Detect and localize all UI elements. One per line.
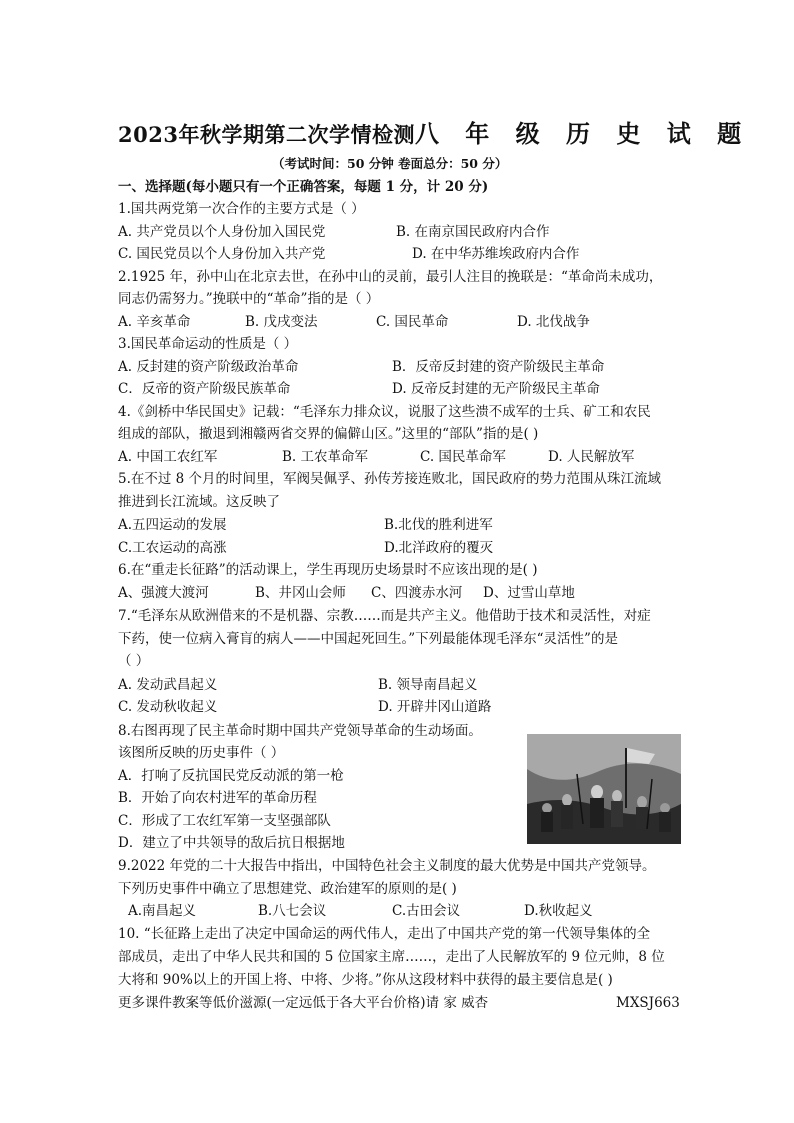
question-3-option-c: C．反帝的资产阶级民族革命 xyxy=(118,381,291,397)
question-4-option-c: C. 国民革命军 xyxy=(420,449,506,465)
question-5-option-b: B.北伐的胜利进军 xyxy=(384,517,493,533)
question-10-stem-line-2: 部成员，走出了中华人民共和国的 5 位国家主席……，走出了人民解放军的 9 位元帅，8 位 xyxy=(118,949,665,965)
question-1-option-d: D. 在中华苏维埃政府内合作 xyxy=(412,246,580,262)
question-5-option-d: D.北洋政府的覆灭 xyxy=(384,540,494,556)
footer-code: MXSJ663 xyxy=(616,995,680,1011)
question-9-option-c: C.古田会议 xyxy=(392,903,461,919)
question-1-option-c: C. 国民党员以个人身份加入共产党 xyxy=(118,246,326,262)
section-heading: 一、选择题(每小题只有一个正确答案，每题 1 分，计 20 分) xyxy=(118,179,489,195)
question-10-stem-line-1: 10. “长征路上走出了决定中国命运的两代伟人，走出了中国共产党的第一代领导集体的全 xyxy=(118,926,651,942)
question-3-option-b: B．反帝反封建的资产阶级民主革命 xyxy=(392,359,605,375)
question-7-stem-line-3: （ ） xyxy=(118,653,150,669)
question-8-stem-line-1: 8.右图再现了民主革命时期中国共产党领导革命的生动场面。 xyxy=(118,723,482,739)
question-8-option-c: C．形成了工农红军第一支坚强部队 xyxy=(118,813,331,829)
question-8-stem-line-2: 该图所反映的历史事件（ ） xyxy=(118,745,285,761)
question-9-option-b: B.八七会议 xyxy=(258,903,327,919)
question-2-option-d: D. 北伐战争 xyxy=(517,314,590,330)
footer-line xyxy=(118,992,680,1014)
question-8-option-a: A．打响了反抗国民党反动派的第一枪 xyxy=(118,768,344,784)
historical-painting-image xyxy=(527,734,681,844)
question-4-option-d: D. 人民解放军 xyxy=(548,449,635,465)
painting-illustration xyxy=(527,734,681,844)
question-3-option-d: D. 反帝反封建的无产阶级民主革命 xyxy=(392,381,600,397)
title-suffix: 八 年 级 历 史 试 题 xyxy=(414,119,751,148)
question-2-stem-line-2: 同志仍需努力。”挽联中的“革命”指的是（ ） xyxy=(118,291,380,307)
question-6-option-b: B、井冈山会师 xyxy=(255,585,346,601)
question-6-option-c: C、四渡赤水河 xyxy=(371,585,463,601)
question-9-option-d: D.秋收起义 xyxy=(524,903,593,919)
question-1-option-a: A. 共产党员以个人身份加入国民党 xyxy=(118,224,326,240)
question-2-option-c: C. 国民革命 xyxy=(376,314,449,330)
question-1-stem: 1.国共两党第一次合作的主要方式是（ ） xyxy=(118,201,365,217)
question-7-option-a: A. 发动武昌起义 xyxy=(118,677,218,693)
question-2-stem-line-1: 2.1925 年，孙中山在北京去世，在孙中山的灵前，最引人注目的挽联是：“革命尚未成功， xyxy=(118,269,663,285)
title-prefix: 2023年秋学期第二次学情检测 xyxy=(118,122,415,147)
question-9-stem-line-1: 9.2022 年党的二十大报告中指出，中国特色社会主义制度的最大优势是中国共产党领导。 xyxy=(118,858,656,874)
question-3-stem: 3.国民革命运动的性质是（ ） xyxy=(118,336,298,352)
question-4-option-b: B. 工农革命军 xyxy=(282,449,369,465)
footer-text: 更多课件教案等低价滋源(一定远低于各大平台价格)请 家 威杏 xyxy=(118,995,489,1011)
question-6-option-d: D、过雪山草地 xyxy=(483,585,575,601)
question-4-option-a: A. 中国工农红军 xyxy=(118,449,218,465)
question-6-stem: 6.在“重走长征路”的活动课上，学生再现历史场景时不应该出现的是( ) xyxy=(118,562,538,578)
question-5-option-a: A.五四运动的发展 xyxy=(118,517,227,533)
question-9-stem-line-2: 下列历史事件中确立了思想建党、政治建军的原则的是( ) xyxy=(118,881,457,897)
question-5-stem-line-2: 推进到长江流域。这反映了 xyxy=(118,494,280,510)
question-7-option-d: D. 开辟井冈山道路 xyxy=(378,699,492,715)
question-3-option-a: A. 反封建的资产阶级政治革命 xyxy=(118,359,299,375)
question-6-option-a: A、强渡大渡河 xyxy=(118,585,209,601)
question-8-option-b: B．开始了向农村进军的革命历程 xyxy=(118,790,317,806)
question-4-stem-line-1: 4.《剑桥中华民国史》记载：“毛泽东力排众议，说服了这些溃不成军的士兵、矿工和农民 xyxy=(118,404,651,420)
exam-title xyxy=(118,114,751,149)
question-1-option-b: B. 在南京国民政府内合作 xyxy=(396,224,550,240)
question-5-option-c: C.工农运动的高涨 xyxy=(118,540,227,556)
question-9-option-a: A.南昌起义 xyxy=(128,903,197,919)
question-4-stem-line-2: 组成的部队，撤退到湘赣两省交界的偏僻山区。”这里的“部队”指的是( ) xyxy=(118,426,539,442)
question-2-option-a: A. 辛亥革命 xyxy=(118,314,191,330)
question-8-option-d: D．建立了中共领导的敌后抗日根据地 xyxy=(118,835,345,851)
question-7-stem-line-2: 下药，使一位病入膏肓的病人——中国起死回生。”下列最能体现毛泽东“灵活性”的是 xyxy=(118,631,618,647)
question-7-stem-line-1: 7.“毛泽东从欧洲借来的不是机器、宗教……而是共产主义。他借助于技术和灵活性，对症 xyxy=(118,608,651,624)
exam-info: （考试时间：50 分钟 卷面总分：50 分） xyxy=(272,156,508,171)
question-2-option-b: B. 戊戌变法 xyxy=(245,314,318,330)
question-10-stem-line-3: 大将和 90%以上的开国上将、中将、少将。”你从这段材料中获得的最主要信息是( ) xyxy=(118,972,613,988)
question-7-option-b: B. 领导南昌起义 xyxy=(378,677,478,693)
question-7-option-c: C. 发动秋收起义 xyxy=(118,699,218,715)
question-5-stem-line-1: 5.在不过 8 个月的时间里，军阀吴佩孚、孙传芳接连败北，国民政府的势力范围从珠江流域 xyxy=(118,471,662,487)
